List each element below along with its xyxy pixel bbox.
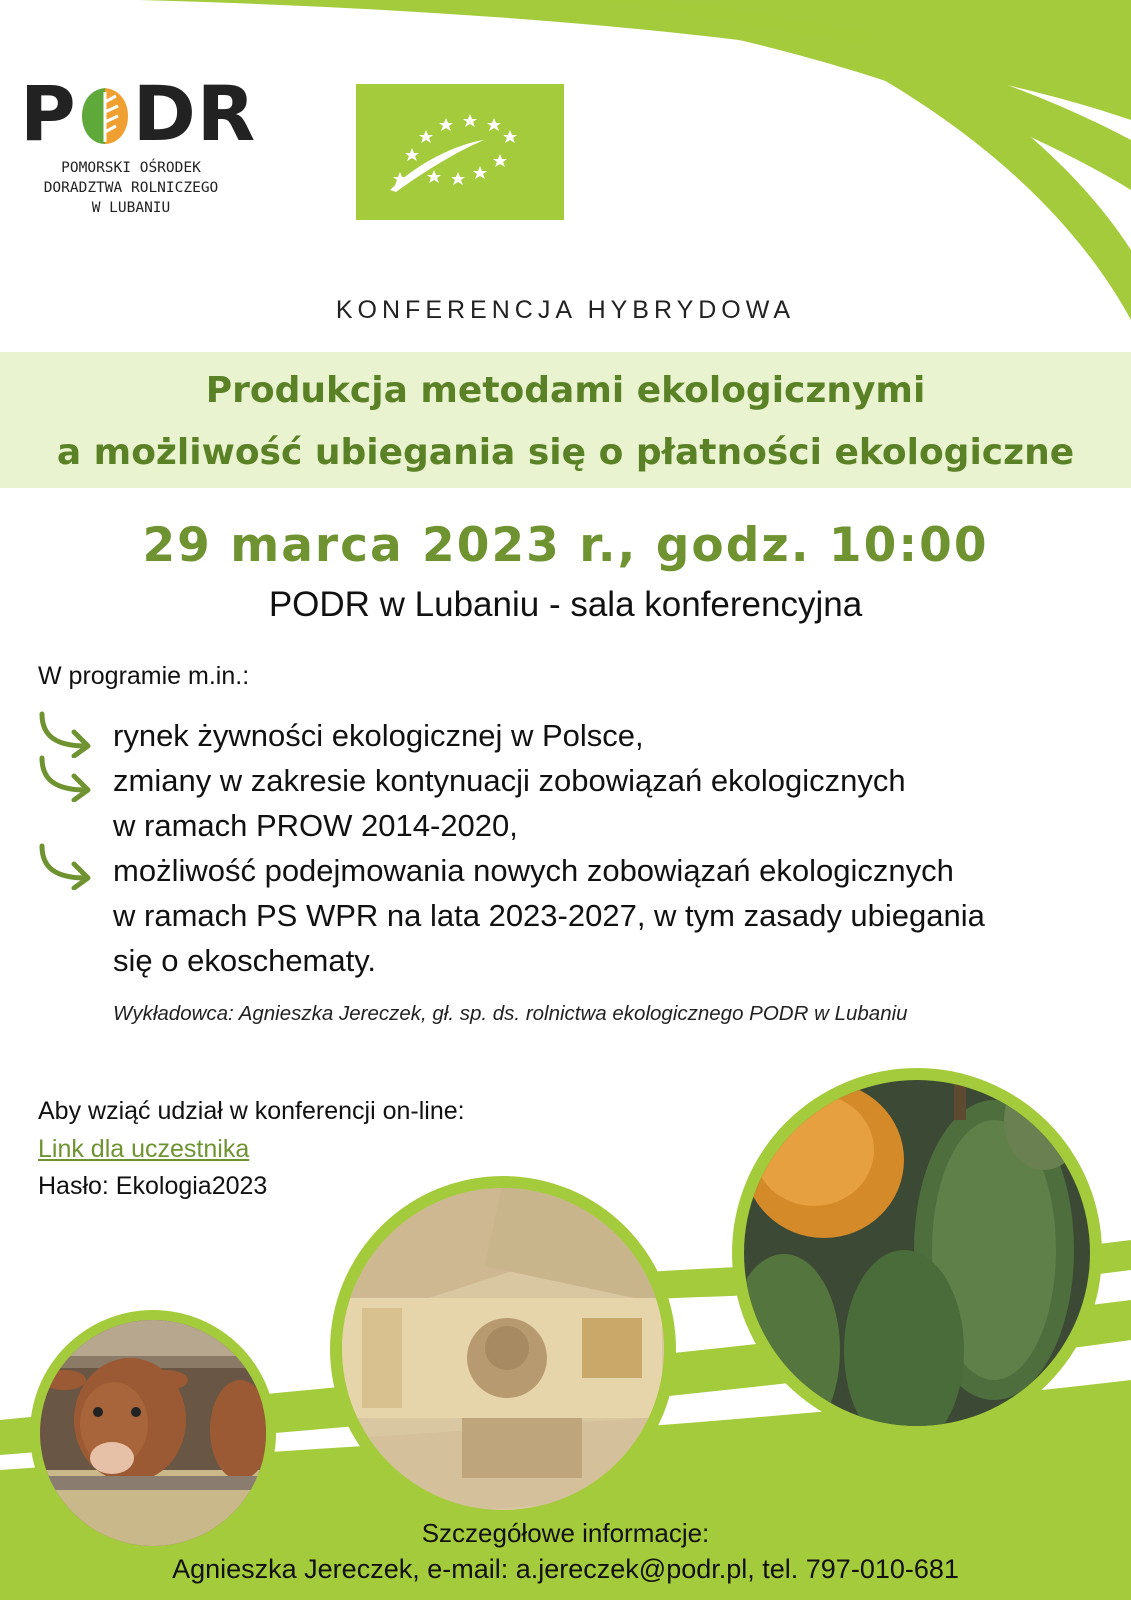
event-type-label: KONFERENCJA HYBRYDOWA xyxy=(335,296,796,324)
squash-photo xyxy=(744,1080,1090,1426)
page-title-line: Produkcja metodami ekologicznymi xyxy=(205,370,926,411)
title-band xyxy=(0,352,1131,488)
logo-subtitle-line: POMORSKI OŚRODEK xyxy=(61,160,201,176)
podr-logo-subtitle xyxy=(20,158,242,218)
leaf-star-eu-organic-icon xyxy=(356,84,564,220)
footer-heading: Szczegółowe informacje: xyxy=(421,1518,710,1548)
logo-subtitle-line: W LUBANIU xyxy=(91,200,171,216)
podr-wordmark: P DR xyxy=(20,69,257,158)
logo-subtitle-line: DORADZTWA ROLNICZEGO xyxy=(43,180,219,196)
footer-contact: Agnieszka Jereczek, e-mail: a.jereczek@podr.pl, tel. 797-010-681 xyxy=(172,1554,959,1584)
event-venue: PODR w Lubaniu - sala konferencyjna xyxy=(268,585,863,624)
curved-arrow-icon xyxy=(36,710,94,758)
program-item: rynek żywności ekologicznej w Polsce, xyxy=(113,718,644,753)
program-item: w ramach PS WPR na lata 2023-2027, w tym zasady ubiegania xyxy=(113,898,985,933)
wheat-leaf-logo-icon xyxy=(80,86,130,146)
cow-photo xyxy=(40,1320,266,1546)
participant-link[interactable]: Link dla uczestnika xyxy=(38,1135,250,1163)
curved-arrow-icon xyxy=(36,754,94,802)
program-item: się o ekoschematy. xyxy=(113,943,377,978)
program-item: zmiany w zakresie kontynuacji zobowiązań ekologicznych xyxy=(113,763,906,798)
lecturer-note: Wykładowca: Agnieszka Jereczek, gł. sp. ds. rolnictwa ekologicznego PODR w Lubaniu xyxy=(113,1002,908,1025)
program-item: w ramach PROW 2014-2020, xyxy=(113,808,518,843)
program-intro: W programie m.in.: xyxy=(38,662,250,690)
program-item: możliwość podejmowania nowych zobowiązań ekologicznych xyxy=(113,853,954,888)
money-photo xyxy=(342,1188,664,1510)
online-intro: Aby wziąć udział w konferencji on-line: xyxy=(38,1097,465,1125)
podr-logo xyxy=(20,69,257,228)
event-date: 29 marca 2023 r., godz. 10:00 xyxy=(142,518,989,573)
eu-organic-logo xyxy=(356,84,564,220)
password-text: Hasło: Ekologia2023 xyxy=(38,1172,268,1200)
curved-arrow-icon xyxy=(36,842,94,890)
page-title-line: a możliwość ubiegania się o płatności ekologiczne xyxy=(56,432,1075,473)
